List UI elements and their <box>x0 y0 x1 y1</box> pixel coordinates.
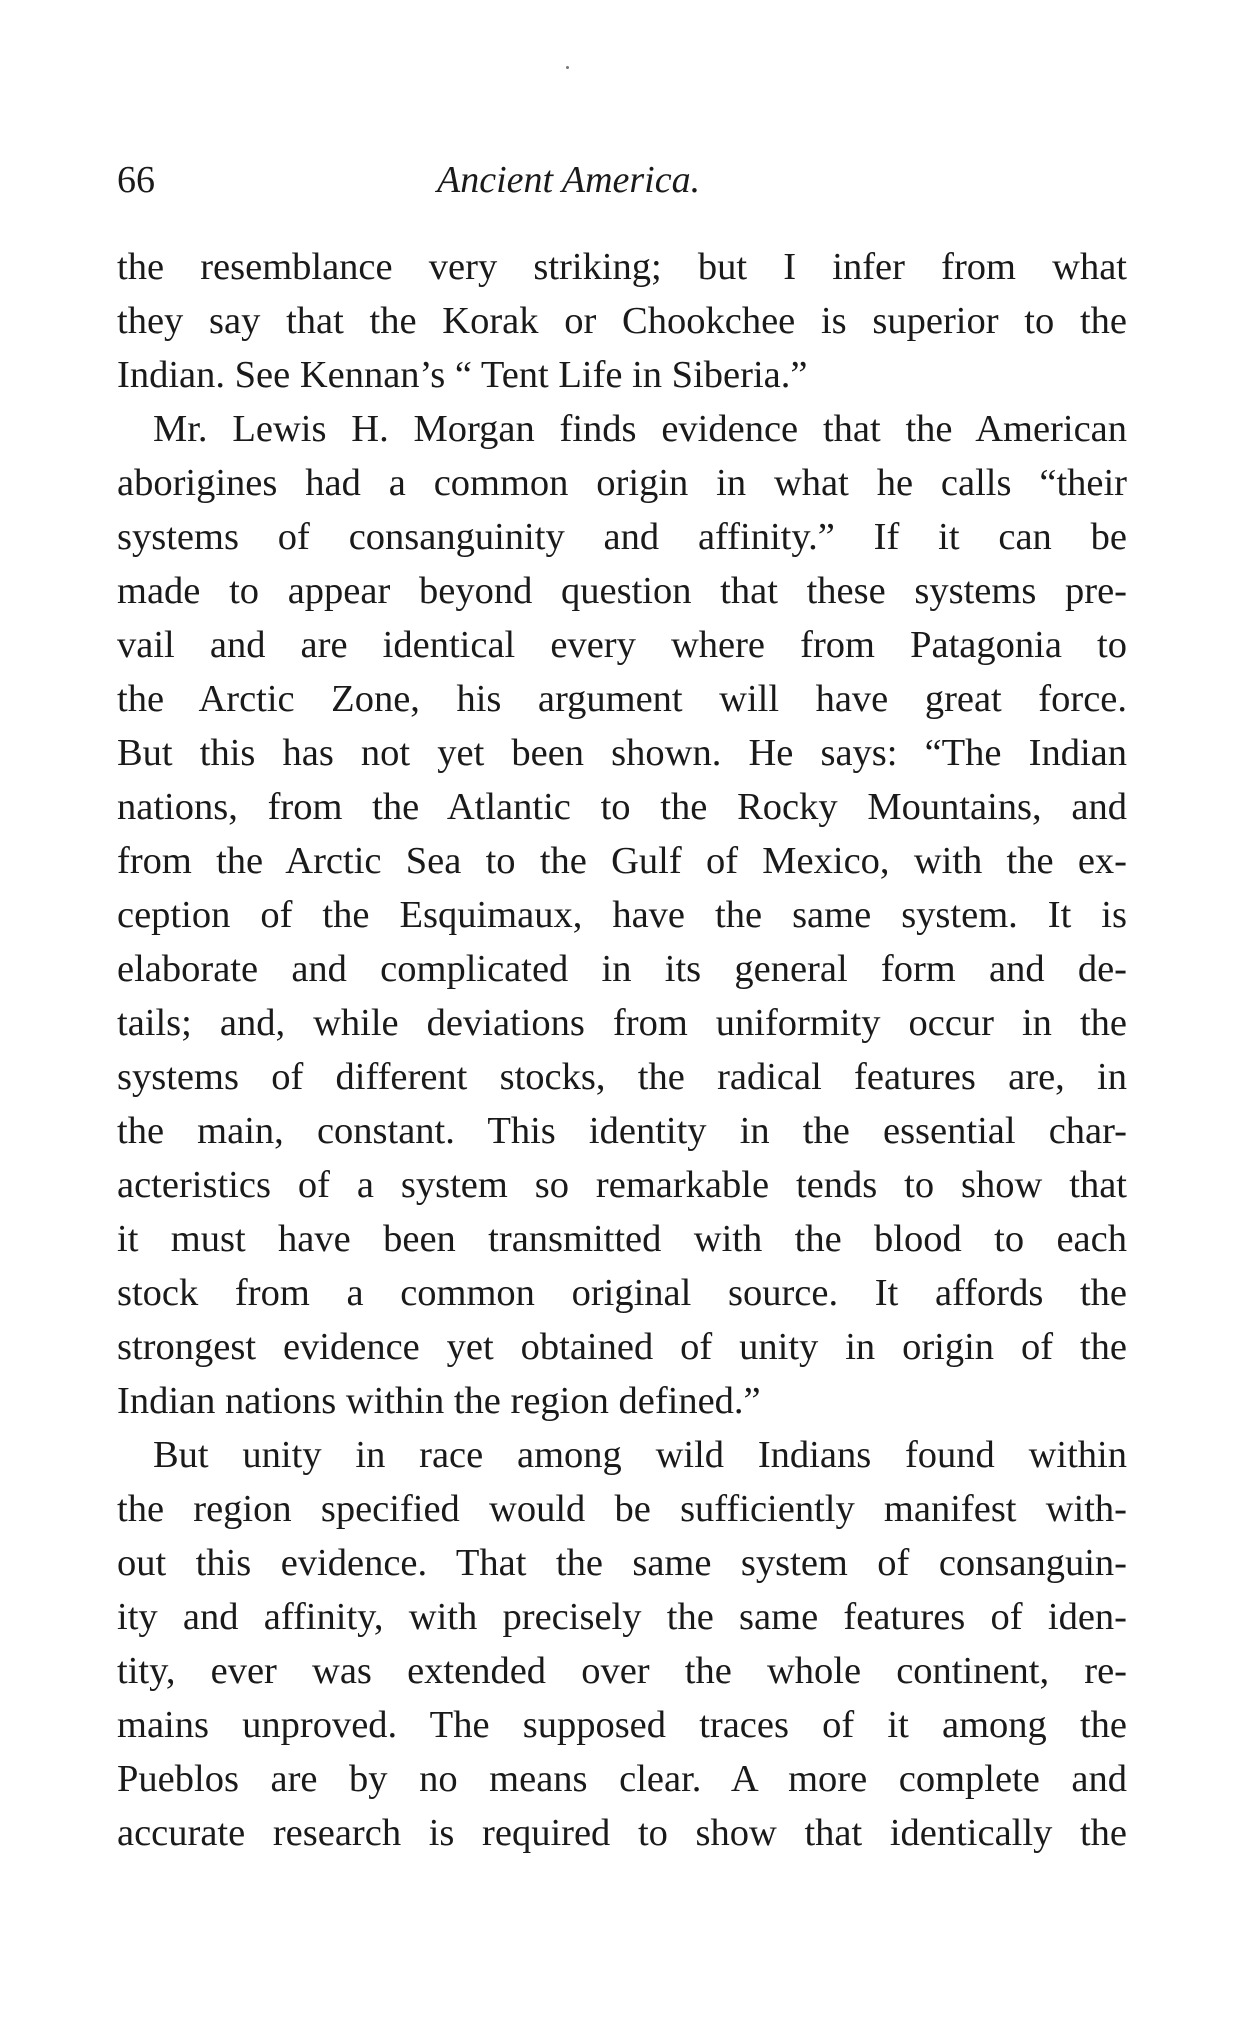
text-line: vail and are identical every where from Patagonia to <box>117 624 1127 666</box>
text-line: the main, constant. This identity in the essential char- <box>117 1110 1127 1152</box>
text-line: mains unproved. The supposed traces of it among the <box>117 1704 1127 1746</box>
text-line: acteristics of a system so remarkable tends to show that <box>117 1164 1127 1206</box>
page-number: 66 <box>117 159 155 201</box>
text-line: ception of the Esquimaux, have the same system. It is <box>117 894 1127 936</box>
text-line: systems of different stocks, the radical features are, in <box>117 1056 1127 1098</box>
text-line: tity, ever was extended over the whole continent, re- <box>117 1650 1127 1692</box>
paragraph-start-line: But unity in race among wild Indians found within <box>153 1434 1127 1476</box>
text-line: from the Arctic Sea to the Gulf of Mexico, with the ex- <box>117 840 1127 882</box>
text-line: the resemblance very striking; but I infer from what <box>117 246 1127 288</box>
text-line: made to appear beyond question that these systems pre- <box>117 570 1127 612</box>
text-line: Indian nations within the region defined.” <box>117 1380 761 1422</box>
text-line: nations, from the Atlantic to the Rocky Mountains, and <box>117 786 1127 828</box>
print-speck <box>566 66 569 69</box>
body-text <box>117 240 1127 1860</box>
text-line: Indian. See Kennan’s “ Tent Life in Siberia.” <box>117 354 808 396</box>
text-line: accurate research is required to show that identically the <box>117 1812 1127 1854</box>
text-line: strongest evidence yet obtained of unity in origin of the <box>117 1326 1127 1368</box>
paragraph-start-line: Mr. Lewis H. Morgan finds evidence that the American <box>153 408 1127 450</box>
text-line: systems of consanguinity and affinity.” If it can be <box>117 516 1127 558</box>
text-line: But this has not yet been shown. He says: “The Indian <box>117 732 1127 774</box>
page-header <box>117 152 1127 208</box>
text-line: tails; and, while deviations from uniformity occur in the <box>117 1002 1127 1044</box>
text-line: the region specified would be sufficiently manifest with- <box>117 1488 1127 1530</box>
text-line: stock from a common original source. It affords the <box>117 1272 1127 1314</box>
text-line: aborigines had a common origin in what he calls “their <box>117 462 1127 504</box>
text-line: the Arctic Zone, his argument will have great force. <box>117 678 1127 720</box>
text-line: they say that the Korak or Chookchee is superior to the <box>117 300 1127 342</box>
text-line: ity and affinity, with precisely the same features of iden- <box>117 1596 1127 1638</box>
text-line: Pueblos are by no means clear. A more complete and <box>117 1758 1127 1800</box>
text-line: it must have been transmitted with the blood to each <box>117 1218 1127 1260</box>
running-title: Ancient America. <box>437 159 701 201</box>
text-line: elaborate and complicated in its general form and de- <box>117 948 1127 990</box>
text-line: out this evidence. That the same system of consanguin- <box>117 1542 1127 1584</box>
